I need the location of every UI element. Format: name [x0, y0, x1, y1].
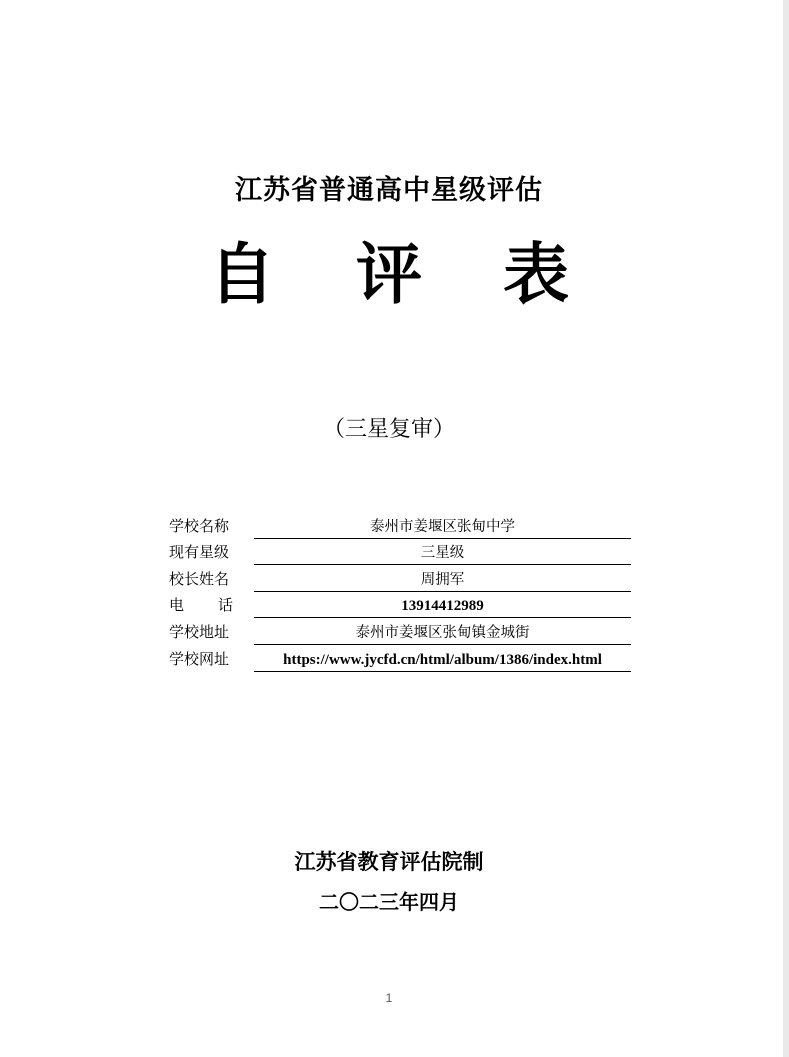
school-name-label: 学校名称 — [169, 516, 230, 535]
document-title: 江苏省普通高中星级评估 — [235, 175, 543, 206]
phone-label-char-1: 电 — [169, 596, 185, 615]
info-row-phone — [169, 592, 631, 619]
star-level-label: 现有星级 — [169, 543, 230, 562]
scrollbar-track[interactable] — [783, 0, 789, 1057]
info-row-address — [169, 618, 631, 645]
phone-label-char-2: 话 — [217, 596, 233, 615]
info-row-website — [169, 645, 631, 672]
form-title-char-2: 评 — [356, 235, 422, 313]
issue-date: 二〇二三年四月 — [319, 890, 459, 914]
review-type: （三星复审） — [322, 417, 455, 442]
form-title — [0, 235, 778, 313]
phone-label — [169, 594, 233, 615]
star-level-value: 三星级 — [254, 542, 631, 565]
website-value: https://www.jycfd.cn/html/album/1386/index.html — [254, 649, 631, 672]
page-number: 1 — [385, 991, 393, 1005]
info-row-star-level — [169, 539, 631, 566]
address-label: 学校地址 — [169, 622, 230, 641]
form-title-char-1: 自 — [209, 235, 276, 313]
issuer: 江苏省教育评估院制 — [294, 849, 484, 874]
phone-value: 13914412989 — [254, 595, 631, 618]
principal-value: 周拥军 — [254, 569, 631, 592]
info-row-principal — [169, 565, 631, 592]
school-name-value: 泰州市姜堰区张甸中学 — [254, 516, 631, 539]
school-info-table — [169, 512, 631, 672]
address-value: 泰州市姜堰区张甸镇金城街 — [254, 622, 631, 645]
form-title-char-3: 表 — [502, 235, 569, 313]
principal-label: 校长姓名 — [169, 569, 230, 588]
info-row-school-name — [169, 512, 631, 539]
website-label: 学校网址 — [169, 649, 230, 668]
